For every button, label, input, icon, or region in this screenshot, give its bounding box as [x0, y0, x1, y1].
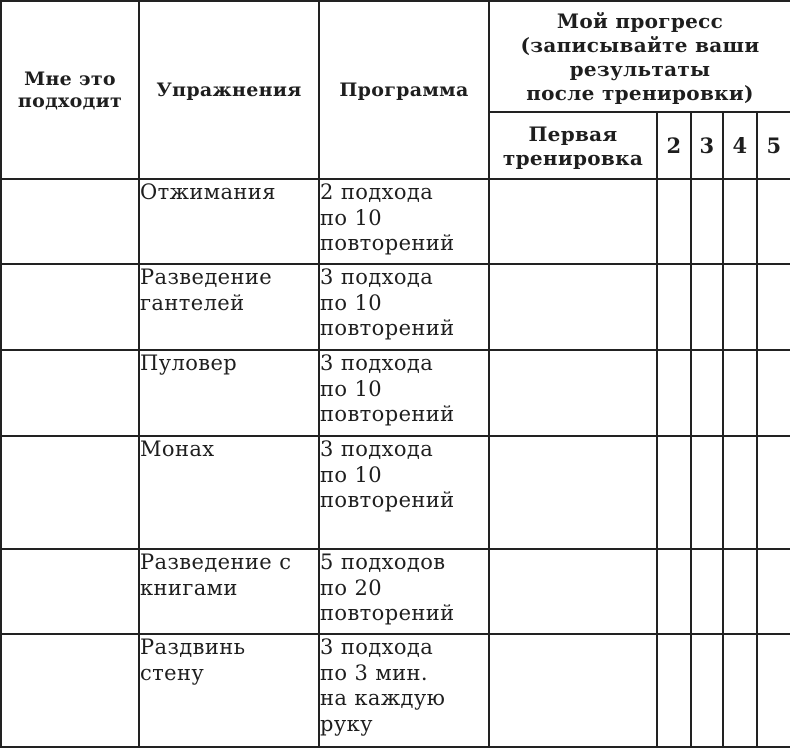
header-suits-me-line: подходит — [17, 90, 123, 112]
header-exercises-label: Упражнения — [156, 79, 302, 101]
progress-3-cell[interactable] — [691, 350, 723, 436]
header-first-workout-line: тренировка — [502, 145, 644, 170]
progress-4-cell[interactable] — [723, 549, 757, 634]
exercise-line: Раздвинь — [140, 635, 246, 659]
header-first-workout — [489, 112, 657, 179]
exercise-line: Разведение — [140, 265, 273, 289]
program-line: по 3 мин. — [320, 660, 428, 685]
exercise-cell — [139, 634, 319, 747]
exercise-cell — [139, 350, 319, 436]
header-workout-5: 5 — [757, 112, 790, 179]
progress-4-cell[interactable] — [723, 634, 757, 747]
progress-5-cell[interactable] — [757, 350, 790, 436]
program-line: на каждую — [320, 686, 446, 710]
progress-2-cell[interactable] — [657, 179, 691, 264]
program-cell — [319, 264, 489, 350]
progress-first-cell[interactable] — [489, 264, 657, 350]
program-line: повторений — [320, 488, 455, 512]
progress-4-cell[interactable] — [723, 264, 757, 350]
progress-3-cell[interactable] — [691, 179, 723, 264]
exercise-line: Разведение с — [140, 550, 292, 574]
header-exercises — [139, 1, 319, 179]
table-row — [1, 549, 790, 634]
program-line: 3 подхода — [320, 635, 434, 659]
exercise-cell — [139, 179, 319, 264]
header-workout-4: 4 — [723, 112, 757, 179]
header-my-progress — [489, 1, 790, 112]
program-line: по 10 — [320, 290, 383, 315]
progress-5-cell[interactable] — [757, 549, 790, 634]
exercise-line: стену — [140, 660, 205, 685]
header-first-workout-line: Первая — [528, 121, 618, 146]
table-row — [1, 350, 790, 436]
program-cell — [319, 179, 489, 264]
program-line: 3 подхода — [320, 351, 434, 375]
progress-4-cell[interactable] — [723, 436, 757, 549]
progress-first-cell[interactable] — [489, 549, 657, 634]
progress-2-cell[interactable] — [657, 634, 691, 747]
header-progress-line: после тренировки) — [526, 80, 754, 105]
progress-4-cell[interactable] — [723, 179, 757, 264]
program-line: руку — [320, 711, 373, 736]
program-cell — [319, 634, 489, 747]
program-line: повторений — [320, 402, 455, 426]
suits-me-cell[interactable] — [1, 264, 139, 350]
program-line: по 20 — [320, 575, 383, 600]
progress-2-cell[interactable] — [657, 549, 691, 634]
progress-5-cell[interactable] — [757, 634, 790, 747]
suits-me-cell[interactable] — [1, 634, 139, 747]
progress-first-cell[interactable] — [489, 436, 657, 549]
exercise-line: Отжимания — [140, 180, 276, 204]
suits-me-cell[interactable] — [1, 549, 139, 634]
suits-me-cell[interactable] — [1, 436, 139, 549]
program-line: по 10 — [320, 462, 383, 487]
header-progress-line: Мой прогресс — [556, 8, 724, 33]
program-line: повторений — [320, 601, 455, 625]
exercise-cell — [139, 436, 319, 549]
program-line: повторений — [320, 231, 455, 255]
header-suits-me-line: Мне это — [24, 68, 116, 90]
suits-me-cell[interactable] — [1, 350, 139, 436]
program-line: 3 подхода — [320, 437, 434, 461]
header-suits-me — [1, 1, 139, 179]
program-cell — [319, 436, 489, 549]
progress-first-cell[interactable] — [489, 179, 657, 264]
exercise-line: гантелей — [140, 290, 245, 315]
program-line: по 10 — [320, 376, 383, 401]
progress-3-cell[interactable] — [691, 264, 723, 350]
progress-2-cell[interactable] — [657, 350, 691, 436]
progress-5-cell[interactable] — [757, 179, 790, 264]
exercise-cell — [139, 264, 319, 350]
program-line: повторений — [320, 316, 455, 340]
progress-2-cell[interactable] — [657, 436, 691, 549]
progress-first-cell[interactable] — [489, 634, 657, 747]
header-progress-line: (записывайте ваши — [520, 32, 760, 57]
table-row — [1, 264, 790, 350]
table-row — [1, 179, 790, 264]
header-program-label: Программа — [339, 79, 469, 101]
progress-first-cell[interactable] — [489, 350, 657, 436]
exercise-cell — [139, 549, 319, 634]
table-row — [1, 634, 790, 747]
exercise-line: книгами — [140, 575, 238, 600]
header-workout-3: 3 — [691, 112, 723, 179]
progress-3-cell[interactable] — [691, 549, 723, 634]
exercise-line: Монах — [140, 437, 215, 461]
progress-3-cell[interactable] — [691, 436, 723, 549]
program-line: 3 подхода — [320, 265, 434, 289]
header-workout-2: 2 — [657, 112, 691, 179]
table-row — [1, 436, 790, 549]
header-program — [319, 1, 489, 179]
program-line: по 10 — [320, 205, 383, 230]
progress-3-cell[interactable] — [691, 634, 723, 747]
header-progress-line: результаты — [569, 56, 711, 81]
progress-4-cell[interactable] — [723, 350, 757, 436]
program-cell — [319, 350, 489, 436]
program-line: 5 подходов — [320, 550, 446, 574]
program-cell — [319, 549, 489, 634]
progress-5-cell[interactable] — [757, 436, 790, 549]
program-line: 2 подхода — [320, 180, 434, 204]
progress-5-cell[interactable] — [757, 264, 790, 350]
suits-me-cell[interactable] — [1, 179, 139, 264]
exercise-line: Пуловер — [140, 351, 238, 375]
progress-2-cell[interactable] — [657, 264, 691, 350]
